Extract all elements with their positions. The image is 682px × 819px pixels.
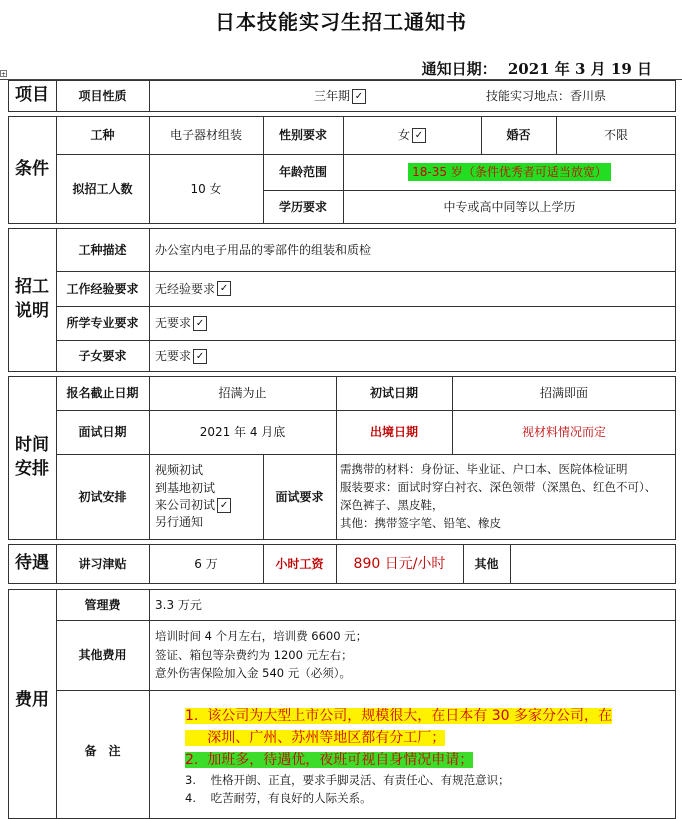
age-value: 18-35 岁（条件优秀者可适当放宽） bbox=[408, 163, 611, 181]
headcount-label: 拟招工人数 bbox=[72, 182, 133, 196]
departure-value: 视材料情况而定 bbox=[521, 425, 606, 439]
major-text: 无要求 bbox=[155, 316, 192, 330]
marriage-label: 婚否 bbox=[506, 128, 531, 142]
checkbox-icon: ✓ bbox=[193, 316, 207, 331]
children-label: 子女要求 bbox=[78, 349, 127, 363]
checkbox-icon: ✓ bbox=[352, 89, 366, 104]
gender-label: 性别要求 bbox=[278, 128, 327, 142]
deadline-value: 招满为止 bbox=[218, 386, 267, 400]
major-value bbox=[149, 306, 676, 340]
arrangement-item: 到基地初试 bbox=[155, 480, 216, 495]
project-type-text: 三年期 bbox=[313, 89, 350, 103]
notice-date-label: 通知日期： bbox=[421, 60, 497, 78]
age-value-cell bbox=[343, 154, 676, 190]
remark-item bbox=[185, 772, 673, 790]
mgmt-fee-value: 3.3 万元 bbox=[155, 597, 202, 612]
major-label: 所学专业要求 bbox=[66, 316, 139, 330]
interview-req-line: 需携带的材料：身份证、毕业证、户口本、医院体检证明 bbox=[340, 462, 628, 477]
remark-num: 2. bbox=[185, 752, 199, 768]
remark-text: 深圳、广州、苏州等地区都有分工厂； bbox=[207, 730, 446, 746]
remark-num: 1. bbox=[185, 708, 199, 724]
edu-label: 学历要求 bbox=[278, 200, 327, 214]
first-exam-value: 招满即面 bbox=[539, 386, 588, 400]
deadline-label: 报名截止日期 bbox=[66, 386, 139, 400]
arrangement-item: 另行通知 bbox=[155, 515, 204, 530]
arrangement-item: 视频初试 bbox=[155, 463, 204, 478]
remark-text: 吃苦耐劳，有良好的人际关系。 bbox=[210, 791, 372, 805]
section-project-label: 项目 bbox=[15, 85, 49, 106]
children-value bbox=[149, 340, 676, 372]
experience-text: 无经验要求 bbox=[155, 281, 216, 296]
notice-date bbox=[416, 58, 652, 79]
experience-label: 工作经验要求 bbox=[66, 281, 139, 296]
section-schedule-label bbox=[8, 376, 56, 540]
section-pay-label: 待遇 bbox=[15, 553, 49, 574]
arrangement-item bbox=[155, 497, 231, 514]
job-desc-value: 办公室内电子用品的零部件的组装和质检 bbox=[155, 242, 372, 257]
other-fee-line: 培训时间 4 个月左右，培训费 6600 元； bbox=[155, 629, 368, 644]
remark-item bbox=[185, 790, 673, 808]
age-label: 年龄范围 bbox=[278, 165, 327, 179]
hourly-wage-label: 小时工资 bbox=[275, 557, 324, 571]
remark-text: 加班多，待遇优，夜班可视自身情况申请； bbox=[207, 752, 474, 768]
interview-label: 面试日期 bbox=[78, 425, 127, 439]
edu-value: 中专或高中同等以上学历 bbox=[443, 200, 576, 214]
checkbox-icon: ✓ bbox=[217, 281, 231, 296]
allowance-value: 6 万 bbox=[194, 557, 218, 571]
experience-value bbox=[149, 271, 676, 306]
table-anchor-marker: + bbox=[1, 71, 7, 78]
departure-label: 出境日期 bbox=[369, 425, 418, 439]
pay-other-value bbox=[510, 544, 676, 584]
other-fee-line: 意外伤害保险加入金 540 元（必须）。 bbox=[155, 666, 352, 681]
headcount-value: 10 女 bbox=[190, 182, 222, 196]
remark-num: 3. bbox=[185, 773, 196, 787]
job-type-label: 工种 bbox=[90, 128, 115, 142]
checkbox-icon: ✓ bbox=[217, 498, 231, 513]
job-desc-label: 工种描述 bbox=[78, 242, 127, 257]
checkbox-icon: ✓ bbox=[193, 349, 207, 364]
remark-text: 性格开朗、正直，要求手脚灵活、有责任心、有规范意识； bbox=[210, 773, 510, 787]
section-recruit-label bbox=[8, 228, 56, 372]
project-type-value bbox=[250, 80, 430, 112]
arrangement-label: 初试安排 bbox=[78, 490, 127, 504]
page-title: 日本技能实习生招工通知书 bbox=[215, 10, 467, 34]
checkbox-icon: ✓ bbox=[412, 128, 426, 143]
project-location: 技能实习地点：香川県 bbox=[486, 89, 607, 103]
interview-req-line: 其他：携带签字笔、铅笔、橡皮 bbox=[340, 515, 501, 530]
remark-num: 4. bbox=[185, 791, 196, 805]
interview-req-label: 面试要求 bbox=[275, 490, 324, 504]
section-conditions-label: 条件 bbox=[15, 159, 49, 180]
other-fees-list bbox=[149, 620, 676, 690]
section-recruit-text: 招工说明 bbox=[15, 277, 49, 321]
first-exam-label: 初试日期 bbox=[369, 386, 418, 400]
interview-value: 2021 年 4 月底 bbox=[199, 425, 286, 439]
interview-req-list bbox=[336, 454, 676, 540]
marriage-value: 不限 bbox=[603, 128, 628, 142]
remark-item bbox=[185, 750, 673, 772]
pay-other-label: 其他 bbox=[474, 557, 499, 571]
interview-req-line: 服装要求：面试时穿白衬衣、深色领带（深黑色、红色不可）、 bbox=[340, 480, 657, 495]
remark-item bbox=[185, 728, 673, 750]
gender-value bbox=[343, 116, 481, 154]
other-fee-line: 签证、箱包等杂费约为 1200 元左右； bbox=[155, 647, 353, 662]
other-fees-label: 其他费用 bbox=[78, 648, 127, 662]
remarks-list bbox=[149, 690, 676, 812]
section-fees-label: 费用 bbox=[15, 689, 49, 710]
arrangement-list bbox=[149, 454, 263, 540]
remarks-label: 备 注 bbox=[84, 744, 121, 758]
arrangement-item-text: 来公司初试 bbox=[155, 498, 216, 512]
project-type-label: 项目性质 bbox=[78, 89, 127, 103]
section-schedule-text: 时间安排 bbox=[15, 435, 49, 479]
remark-item bbox=[185, 706, 673, 728]
children-text: 无要求 bbox=[155, 349, 192, 363]
interview-req-line: 深色裤子、黑皮鞋， bbox=[340, 498, 444, 512]
remark-text: 该公司为大型上市公司，规模很大，在日本有 30 多家分公司，在 bbox=[207, 708, 612, 724]
gender-text: 女 bbox=[397, 128, 410, 142]
allowance-label: 讲习津贴 bbox=[78, 557, 127, 571]
mgmt-fee-label: 管理费 bbox=[84, 597, 121, 612]
job-type-value: 电子器材组装 bbox=[169, 128, 242, 142]
hourly-wage-value: 890 日元/小时 bbox=[353, 555, 446, 572]
notice-date-value: 2021 年 3 月 19 日 bbox=[507, 60, 652, 78]
